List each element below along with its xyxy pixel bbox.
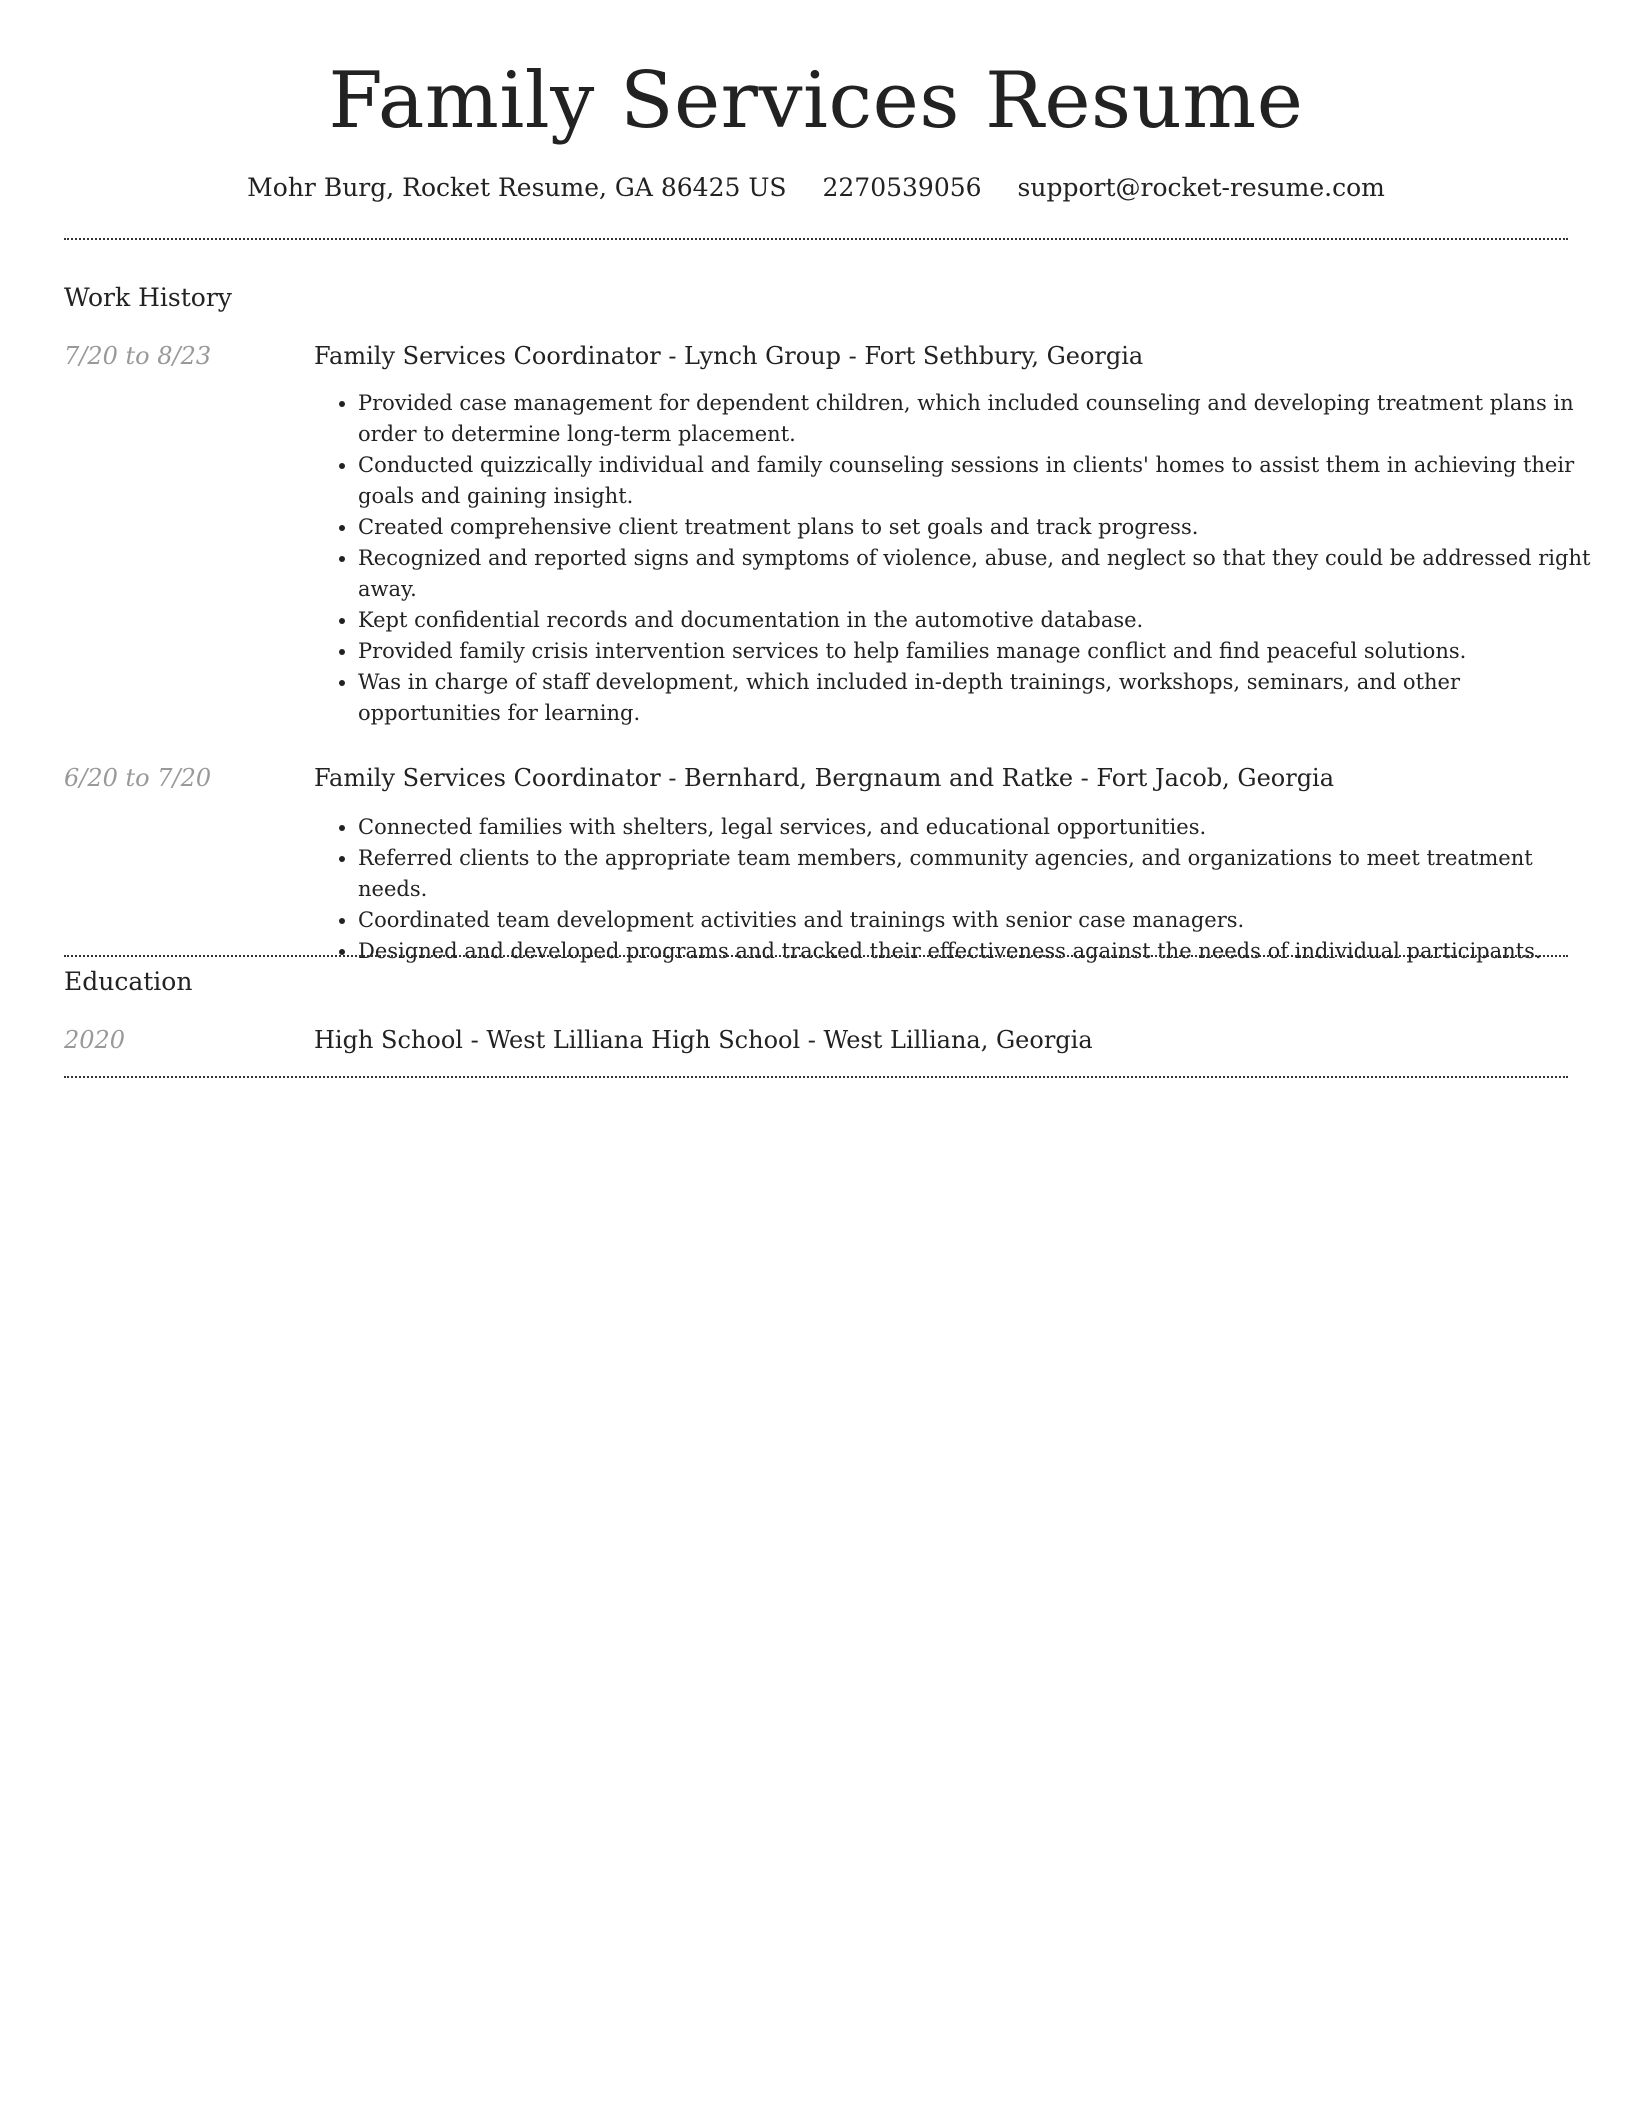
job-dates: 6/20 to 7/20 [64, 764, 212, 792]
footer-divider [64, 1076, 1568, 1078]
job-heading [314, 760, 1334, 796]
resume-title: Family Services Resume [328, 56, 1304, 146]
section-title-education: Education [64, 967, 193, 996]
job-bullet: • Conducted quizzically individual and family counseling sessions in clients' homes to assist them in achieving their goals and gaining insight. [358, 450, 1608, 512]
job-details: - Lynch Group - Fort Sethbury, Georgia [660, 342, 1144, 370]
job-role: Family Services Coordinator [314, 342, 661, 370]
education-year: 2020 [64, 1026, 126, 1054]
section-title-work-history: Work History [64, 283, 232, 312]
job-bullet: • Coordinated team development activities and trainings with senior case managers. [358, 905, 1608, 936]
job-bullet: • Connected families with shelters, legal services, and educational opportunities. [358, 812, 1608, 843]
section-divider [64, 955, 1568, 957]
job-bullet: • Recognized and reported signs and symptoms of violence, abuse, and neglect so that they could be addressed right away. [358, 543, 1608, 605]
job-details: - Bernhard, Bergnaum and Ratke - Fort Jacob, Georgia [660, 764, 1335, 792]
job-bullet: • Designed and developed programs and tracked their effectiveness against the needs of individual participants. [358, 936, 1608, 967]
email-text: support@rocket-resume.com [1017, 173, 1385, 202]
job-bullet: • Referred clients to the appropriate team members, community agencies, and organizations to meet treatment needs. [358, 843, 1608, 905]
job-bullet: • Provided family crisis intervention services to help families manage conflict and find peaceful solutions. [358, 636, 1608, 667]
education-details: - West Lilliana High School - West Lilliana, Georgia [462, 1026, 1093, 1054]
job-bullet: • Kept confidential records and documentation in the automotive database. [358, 605, 1608, 636]
job-bullet: • Was in charge of staff development, which included in-depth trainings, workshops, seminars, and other opportunities for learning. [358, 667, 1608, 729]
header-divider [64, 238, 1568, 240]
contact-line [0, 170, 1632, 206]
job-dates: 7/20 to 8/23 [64, 342, 212, 370]
education-degree: High School [314, 1026, 463, 1054]
job-bullet-list [314, 812, 1608, 967]
address-text: Mohr Burg, Rocket Resume, GA 86425 US [247, 173, 787, 202]
education-heading [314, 1022, 1093, 1058]
phone-text: 2270539056 [822, 173, 982, 202]
job-bullet: • Created comprehensive client treatment plans to set goals and track progress. [358, 512, 1608, 543]
job-heading [314, 338, 1143, 374]
job-bullet: • Provided case management for dependent children, which included counseling and developing treatment plans in order to determine long-term placement. [358, 388, 1608, 450]
job-role: Family Services Coordinator [314, 764, 661, 792]
job-bullet-list [314, 388, 1608, 729]
